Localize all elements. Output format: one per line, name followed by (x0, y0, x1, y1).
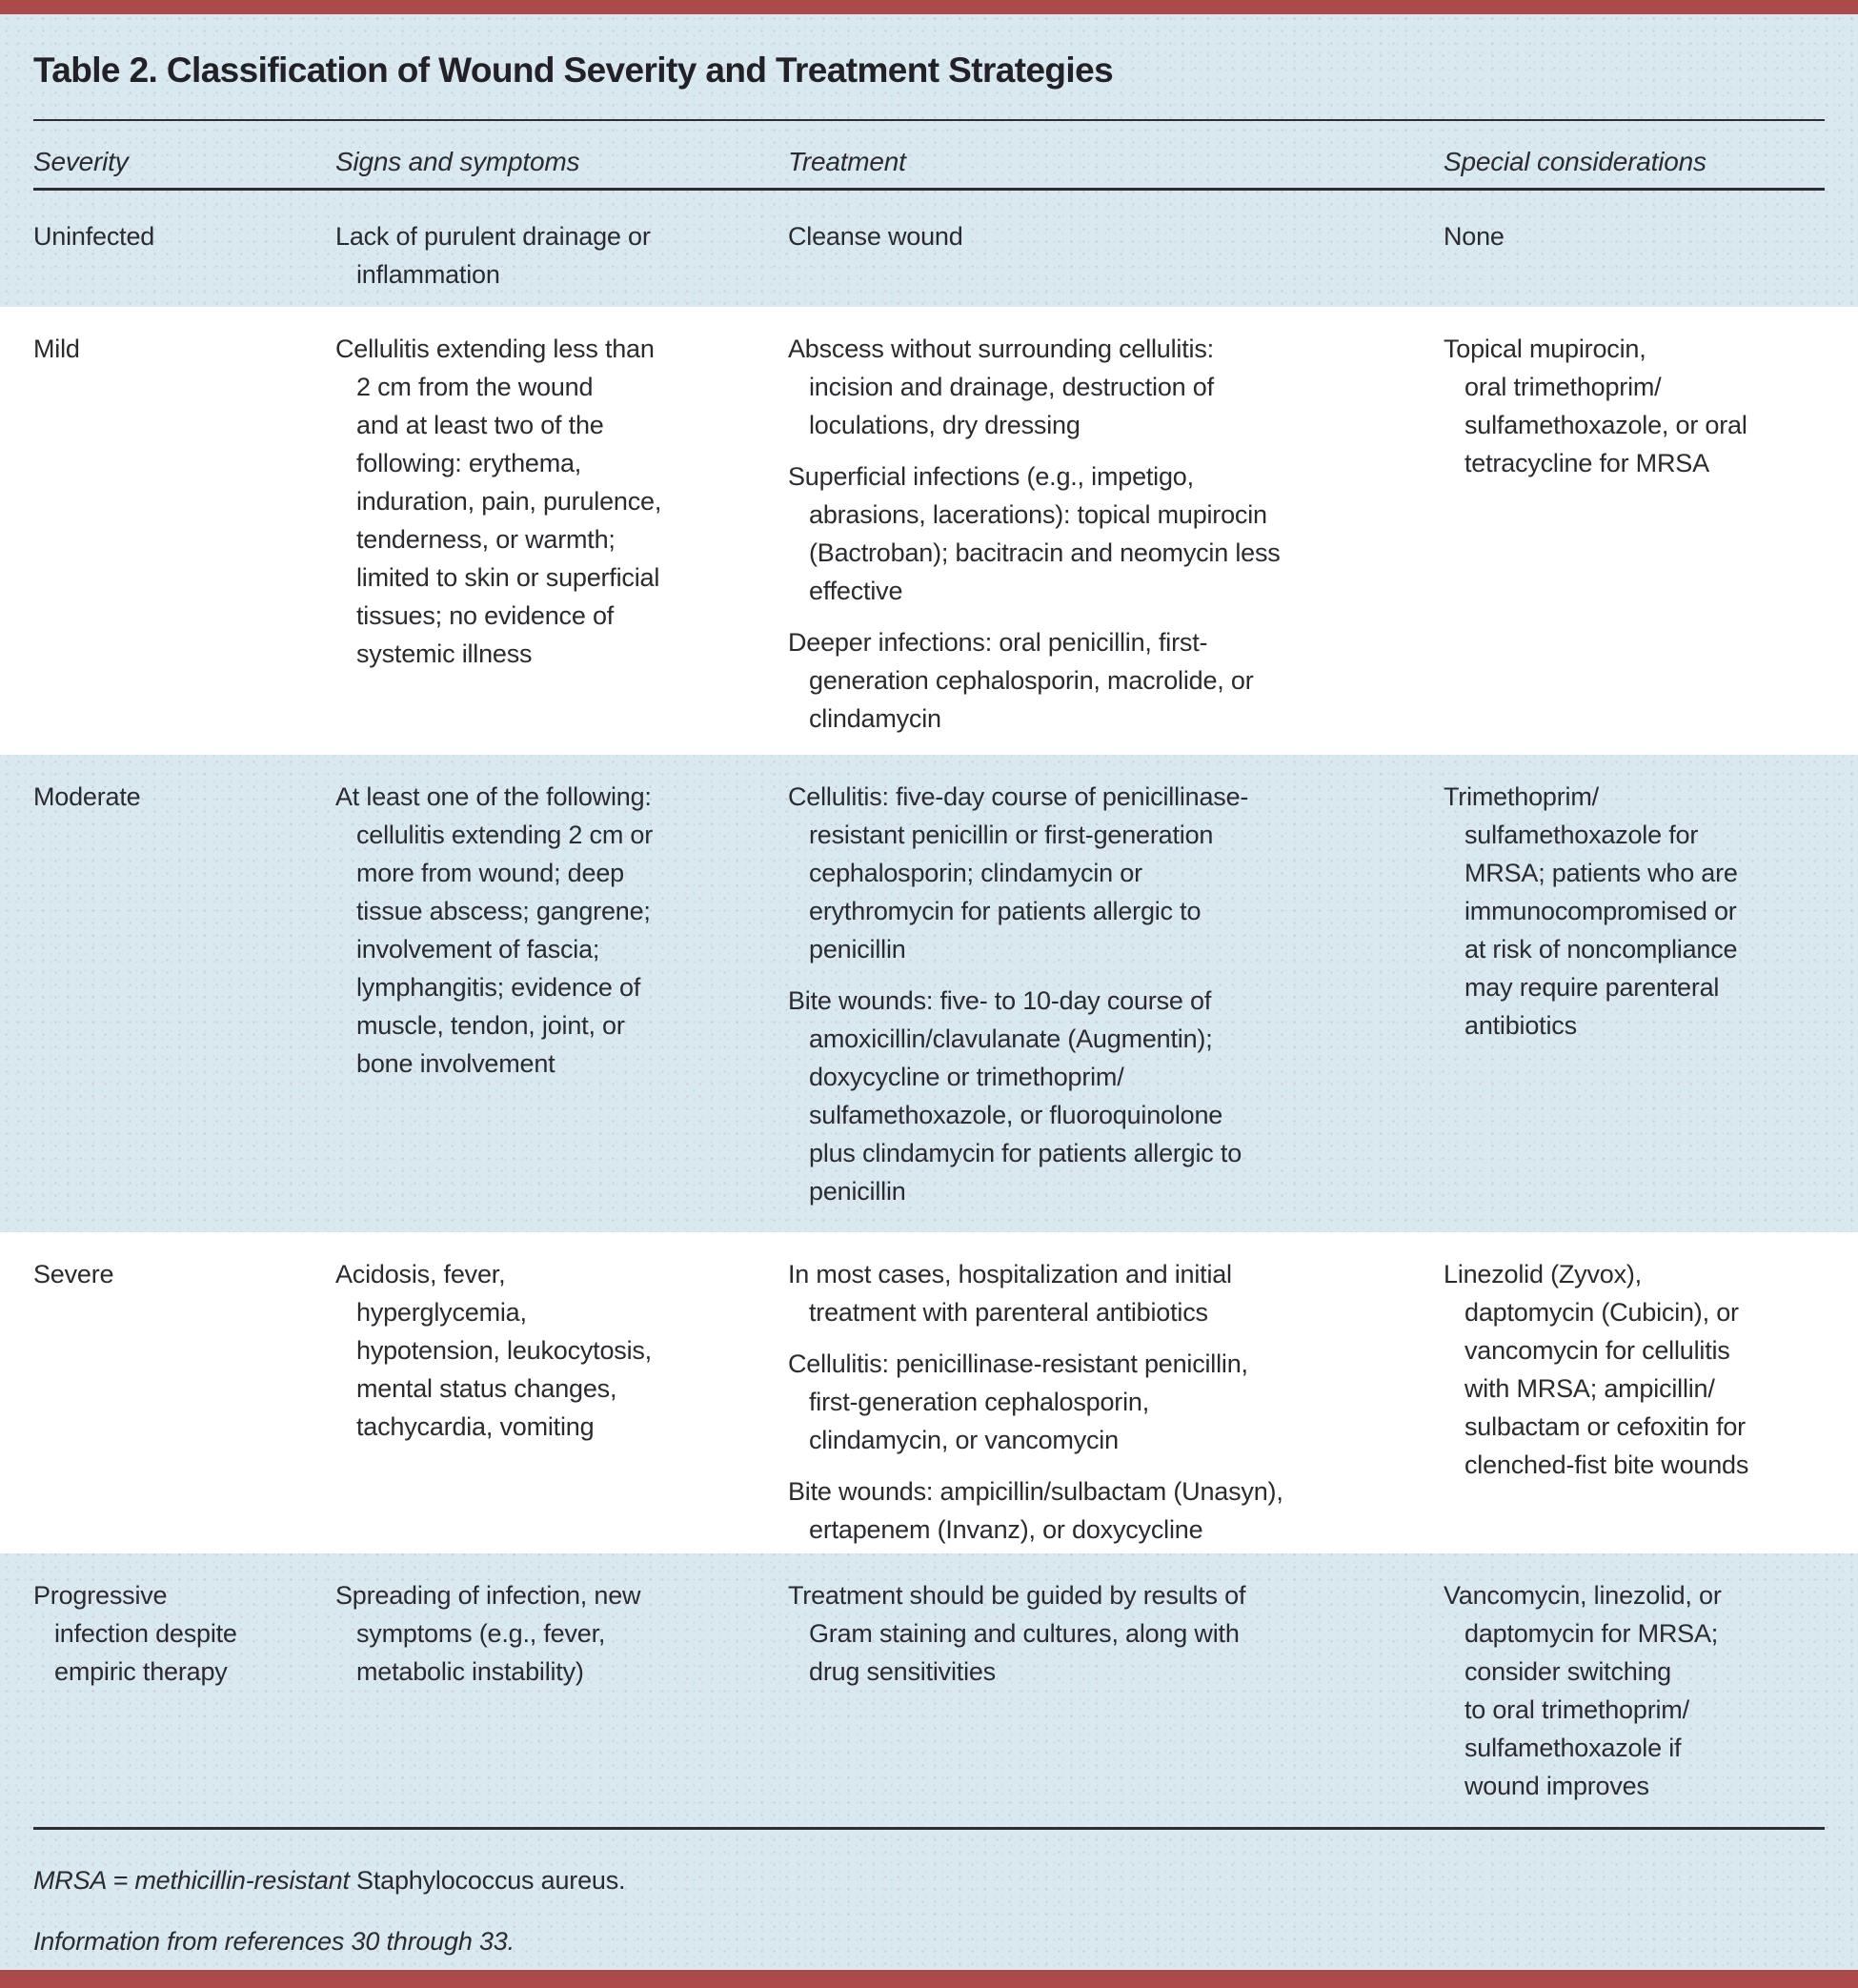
table-row-moderate (0, 755, 1858, 1232)
top-accent-bar (0, 0, 1858, 14)
text-line: Bite wounds: ampicillin/sulbactam (Unasyn), (788, 1477, 1283, 1506)
footnote-source: Information from references 30 through 33. (33, 1927, 515, 1956)
text-line: None (1444, 222, 1505, 251)
text-line: Cellulitis: penicillinase-resistant penicillin, (788, 1349, 1248, 1378)
text-line: Vancomycin, linezolid, or (1444, 1581, 1722, 1610)
text-line-continuation: clindamycin, or vancomycin (809, 1426, 1119, 1454)
text-line-continuation: systemic illness (356, 639, 533, 668)
text-line-continuation: induration, pain, purulence, (356, 487, 662, 516)
footnote-mrsa-abbrev: MRSA = methicillin-resistant (33, 1866, 350, 1895)
text-line: Lack of purulent drainage or (335, 222, 651, 251)
text-line-continuation: loculations, dry dressing (809, 411, 1080, 439)
text-line-continuation: doxycycline or trimethoprim/ (809, 1063, 1124, 1091)
column-header-special: Special considerations (1444, 147, 1707, 176)
text-line-continuation: involvement of fascia; (356, 935, 600, 964)
text-line-continuation: symptoms (e.g., fever, (356, 1619, 606, 1648)
text-line-continuation: tachycardia, vomiting (356, 1412, 595, 1441)
text-line-continuation: sulfamethoxazole, or oral (1464, 411, 1747, 439)
cell-paragraph (788, 1472, 1421, 1549)
text-line: Deeper infections: oral penicillin, first- (788, 628, 1208, 657)
text-line: Cellulitis extending less than (335, 335, 655, 363)
text-line: Treatment should be guided by results of (788, 1581, 1246, 1610)
text-line-continuation: inflammation (356, 260, 500, 289)
text-line-continuation: treatment with parenteral antibiotics (809, 1298, 1208, 1327)
table-row-severe (0, 1232, 1858, 1553)
text-line-continuation: at risk of noncompliance (1464, 935, 1738, 964)
cell-paragraph (335, 330, 765, 673)
cell-treatment (788, 217, 1444, 307)
table-row-mild (0, 307, 1858, 755)
cell-special (1444, 1576, 1825, 1827)
text-line-continuation: ertapenem (Invanz), or doxycycline (809, 1515, 1203, 1544)
text-line: Uninfected (33, 222, 155, 251)
text-line-continuation: sulbactam or cefoxitin for (1464, 1412, 1746, 1441)
cell-severity (33, 1255, 335, 1553)
text-line: Progressive (33, 1581, 168, 1610)
cell-paragraph (335, 778, 765, 1083)
cell-paragraph (788, 457, 1421, 610)
cell-signs (335, 1255, 788, 1553)
bottom-accent-bar (0, 1970, 1858, 1988)
text-line-continuation: bone involvement (356, 1049, 555, 1078)
text-line-continuation: immunocompromised or (1464, 897, 1737, 925)
table-row-progressive-infection (0, 1553, 1858, 1827)
cell-paragraph (1444, 1576, 1802, 1805)
footnote-mrsa (33, 1861, 1825, 1899)
text-line-continuation: with MRSA; ampicillin/ (1464, 1374, 1715, 1403)
cell-paragraph (788, 623, 1421, 738)
text-line: Superficial infections (e.g., impetigo, (788, 462, 1194, 491)
text-line-continuation: clenched-fist bite wounds (1464, 1450, 1749, 1479)
text-line-continuation: plus clindamycin for patients allergic to (809, 1139, 1242, 1167)
cell-paragraph (788, 1255, 1421, 1331)
table-content (0, 14, 1858, 1970)
text-line-continuation: MRSA; patients who are (1464, 859, 1738, 887)
cell-severity (33, 330, 335, 755)
text-line-continuation: Gram staining and cultures, along with (809, 1619, 1240, 1648)
cell-paragraph (788, 982, 1421, 1210)
text-line-continuation: consider switching (1464, 1657, 1672, 1686)
text-line: Severe (33, 1260, 114, 1288)
column-header-row (33, 121, 1825, 178)
footnote-block (33, 1827, 1825, 1970)
text-line-continuation: daptomycin for MRSA; (1464, 1619, 1719, 1648)
text-line-continuation: sulfamethoxazole for (1464, 821, 1699, 849)
text-line: Mild (33, 335, 80, 363)
text-line: Bite wounds: five- to 10-day course of (788, 986, 1212, 1015)
text-line-continuation: penicillin (809, 935, 906, 964)
text-line-continuation: generation cephalosporin, macrolide, or (809, 666, 1254, 695)
text-line: At least one of the following: (335, 782, 652, 811)
cell-signs (335, 778, 788, 1232)
text-line-continuation: hyperglycemia, (356, 1298, 527, 1327)
text-line-continuation: muscle, tendon, joint, or (356, 1011, 625, 1040)
text-line-continuation: empiric therapy (54, 1657, 228, 1686)
text-line-continuation: may require parenteral (1464, 973, 1720, 1002)
cell-paragraph (335, 1255, 765, 1446)
cell-paragraph (33, 778, 313, 816)
text-line: Acidosis, fever, (335, 1260, 506, 1288)
text-line: In most cases, hospitalization and initial (788, 1260, 1232, 1288)
text-line-continuation: effective (809, 577, 903, 605)
text-line-continuation: vancomycin for cellulitis (1464, 1336, 1730, 1365)
text-line: Spreading of infection, new (335, 1581, 641, 1610)
text-line-continuation: tenderness, or warmth; (356, 525, 616, 554)
text-line: Trimethoprim/ (1444, 782, 1599, 811)
text-line-continuation: metabolic instability) (356, 1657, 584, 1686)
cell-treatment (788, 1255, 1444, 1553)
cell-treatment (788, 778, 1444, 1232)
cell-signs (335, 217, 788, 307)
footnote-mrsa-species: Staphylococcus aureus. (349, 1866, 626, 1895)
text-line-continuation: cephalosporin; clindamycin or (809, 859, 1142, 887)
text-line-continuation: and at least two of the (356, 411, 604, 439)
text-line-continuation: hypotension, leukocytosis, (356, 1336, 652, 1365)
text-line-continuation: following: erythema, (356, 449, 582, 477)
cell-treatment (788, 1576, 1444, 1827)
text-line-continuation: wound improves (1464, 1772, 1649, 1800)
header-rule (33, 188, 1825, 191)
text-line-continuation: antibiotics (1464, 1011, 1577, 1040)
column-header-treatment: Treatment (788, 147, 906, 176)
text-line-continuation: tissues; no evidence of (356, 601, 615, 630)
table-header-block (0, 14, 1858, 191)
text-line: Cleanse wound (788, 222, 963, 251)
text-line: Topical mupirocin, (1444, 335, 1646, 363)
text-line-continuation: oral trimethoprim/ (1464, 373, 1662, 401)
cell-signs (335, 1576, 788, 1827)
text-line-continuation: mental status changes, (356, 1374, 617, 1403)
text-line-continuation: cellulitis extending 2 cm or (356, 821, 654, 849)
text-line-continuation: sulfamethoxazole, or fluoroquinolone (809, 1101, 1223, 1129)
cell-paragraph (33, 217, 313, 255)
text-line-continuation: drug sensitivities (809, 1657, 996, 1686)
text-line-continuation: more from wound; deep (356, 859, 624, 887)
cell-severity (33, 217, 335, 307)
column-header-severity: Severity (33, 147, 129, 176)
cell-paragraph (1444, 778, 1802, 1045)
text-line-continuation: incision and drainage, destruction of (809, 373, 1214, 401)
cell-special (1444, 217, 1825, 307)
text-line-continuation: infection despite (54, 1619, 237, 1648)
text-line: Moderate (33, 782, 141, 811)
text-line-continuation: lymphangitis; evidence of (356, 973, 641, 1002)
cell-severity (33, 1576, 335, 1827)
table-row-uninfected (0, 191, 1858, 307)
text-line-continuation: to oral trimethoprim/ (1464, 1695, 1689, 1724)
table-title: Table 2. Classification of Wound Severity and Treatment Strategies (33, 51, 1114, 90)
cell-paragraph (1444, 217, 1802, 255)
cell-paragraph (335, 1576, 765, 1691)
cell-paragraph (788, 330, 1421, 444)
cell-special (1444, 330, 1825, 755)
text-line-continuation: amoxicillin/clavulanate (Augmentin); (809, 1024, 1213, 1053)
text-line-continuation: first-generation cephalosporin, (809, 1388, 1150, 1416)
text-line-continuation: 2 cm from the wound (356, 373, 594, 401)
text-line-continuation: abrasions, lacerations): topical mupirocin (809, 500, 1267, 529)
cell-treatment (788, 330, 1444, 755)
column-header-signs: Signs and symptoms (335, 147, 580, 176)
cell-paragraph (335, 217, 765, 294)
text-line-continuation: penicillin (809, 1177, 906, 1206)
cell-paragraph (788, 1576, 1421, 1691)
table-body (0, 191, 1858, 1827)
cell-paragraph (33, 330, 313, 368)
text-line-continuation: clindamycin (809, 704, 941, 733)
text-line-continuation: resistant penicillin or first-generation (809, 821, 1214, 849)
text-line-continuation: tissue abscess; gangrene; (356, 897, 651, 925)
text-line-continuation: tetracycline for MRSA (1464, 449, 1709, 477)
text-line-continuation: erythromycin for patients allergic to (809, 897, 1202, 925)
text-line-continuation: (Bactroban); bacitracin and neomycin less (809, 538, 1281, 567)
cell-paragraph (788, 778, 1421, 968)
cell-paragraph (1444, 330, 1802, 482)
cell-paragraph (788, 1345, 1421, 1459)
text-line: Abscess without surrounding cellulitis: (788, 335, 1214, 363)
text-line: Cellulitis: five-day course of penicillinase- (788, 782, 1249, 811)
cell-signs (335, 330, 788, 755)
text-line-continuation: sulfamethoxazole if (1464, 1734, 1682, 1762)
cell-severity (33, 778, 335, 1232)
cell-special (1444, 778, 1825, 1232)
cell-paragraph (33, 1576, 313, 1691)
cell-paragraph (1444, 1255, 1802, 1484)
text-line-continuation: limited to skin or superficial (356, 563, 660, 592)
text-line: Linezolid (Zyvox), (1444, 1260, 1642, 1288)
text-line-continuation: daptomycin (Cubicin), or (1464, 1298, 1739, 1327)
cell-paragraph (33, 1255, 313, 1293)
cell-paragraph (788, 217, 1421, 255)
cell-special (1444, 1255, 1825, 1553)
